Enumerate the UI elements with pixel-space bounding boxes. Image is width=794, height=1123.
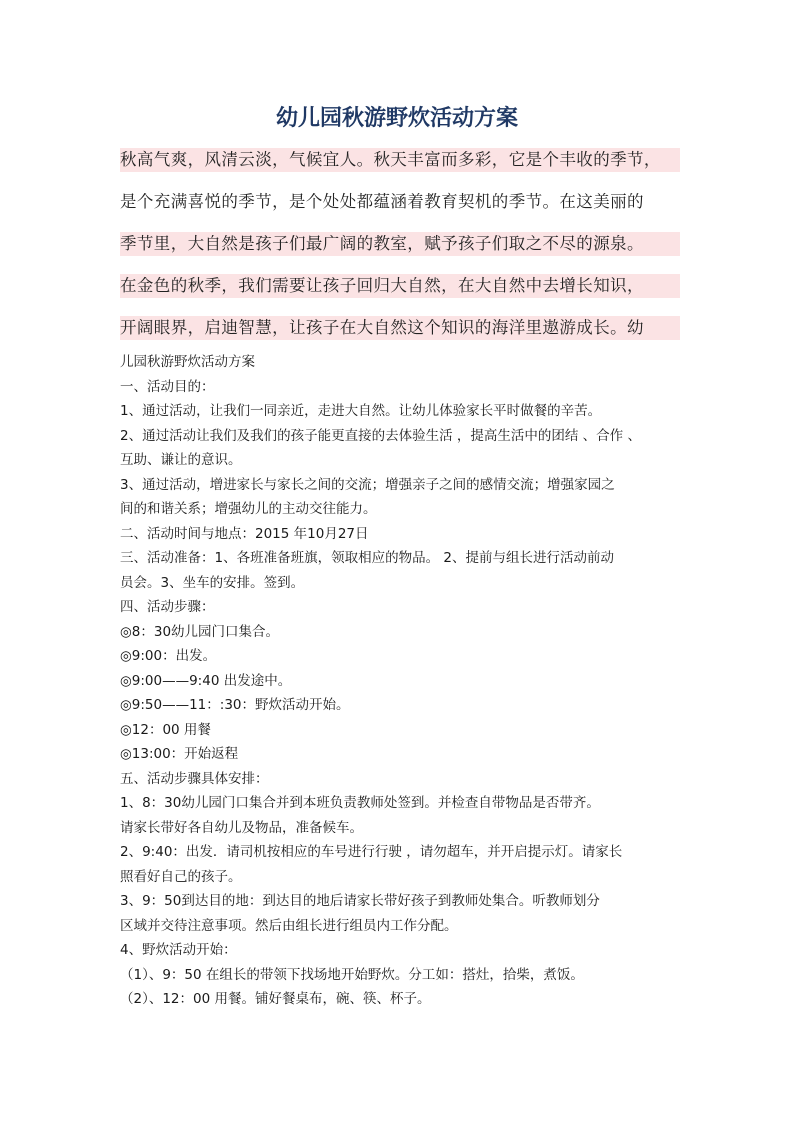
schedule-item: ◎9:50——11：:30：野炊活动开始。 [120, 697, 350, 713]
schedule-item: ◎13:00：开始返程 [120, 746, 239, 762]
intro-line: 在金色的秋季，我们需要让孩子回归大自然，在大自然中去增长知识， [120, 274, 680, 298]
body-line: 区域并交待注意事项。然后由组长进行组员内工作分配。 [120, 917, 458, 934]
body-line: 1、通过活动，让我们一同亲近，走进大自然。让幼儿体验家长平时做餐的辛苦。 [120, 403, 602, 419]
body-line: 3、9：50到达目的地：到达目的地后请家长带好孩子到教师处集合。听教师划分 [120, 893, 600, 909]
section-heading: 二、活动时间与地点：2015 年10月27日 [120, 525, 369, 542]
body-line: 间的和谐关系；增强幼儿的主动交往能力。 [120, 501, 377, 517]
document-title: 幼儿园秋游野炊活动方案 [275, 105, 518, 131]
section-heading: 四、活动步骤： [120, 599, 215, 615]
body-line: 员会。3、坐车的安排。签到。 [120, 574, 305, 591]
body-line: 互助、谦让的意识。 [120, 452, 242, 468]
body-line: 儿园秋游野炊活动方案 [120, 354, 255, 370]
intro-line: 开阔眼界，启迪智慧，让孩子在大自然这个知识的海洋里遨游成长。幼 [120, 316, 680, 340]
intro-line: 是个充满喜悦的季节，是个处处都蕴涵着教育契机的季节。在这美丽的 [120, 192, 644, 211]
body-line: 请家长带好各自幼儿及物品，准备候车。 [120, 819, 363, 836]
section-heading: 一、活动目的： [120, 378, 215, 395]
schedule-item: ◎9:00——9:40 出发途中。 [120, 672, 292, 689]
section-heading: 三、活动准备：1、各班准备班旗，领取相应的物品。 2、提前与组长进行活动前动 [120, 550, 614, 566]
plan-body [120, 350, 680, 1012]
body-line: 2、9:40：出发．请司机按相应的车号进行行驶 ，请勿超车，并开启提示灯。请家长 [120, 844, 623, 860]
section-heading: 五、活动步骤具体安排： [120, 770, 269, 787]
schedule-item: ◎12：00 用餐 [120, 721, 211, 738]
body-line: 1、8：30幼儿园门口集合并到本班负责教师处签到。并检查自带物品是否带齐。 [120, 795, 600, 811]
body-line: （2）、12：00 用餐。铺好餐桌布，碗、筷、杯子。 [120, 991, 431, 1007]
intro-paragraph [120, 148, 680, 358]
schedule-item: ◎8：30幼儿园门口集合。 [120, 623, 280, 640]
body-line: （1）、9：50 在组长的带领下找场地开始野炊。分工如：搭灶，拾柴，煮饭。 [120, 966, 584, 983]
body-line: 3、通过活动，增进家长与家长之间的交流；增强亲子之间的感情交流；增强家园之 [120, 476, 615, 493]
intro-line: 季节里，大自然是孩子们最广阔的教室，赋予孩子们取之不尽的源泉。 [120, 232, 680, 256]
body-line: 照看好自己的孩子。 [120, 868, 242, 885]
schedule-item: ◎9:00：出发。 [120, 648, 217, 664]
body-line: 2、通过活动让我们及我们的孩子能更直接的去体验生活 ，提高生活中的团结 、合作 、 [120, 427, 641, 444]
body-line: 4、野炊活动开始： [120, 942, 237, 958]
intro-line: 秋高气爽，风清云淡，气候宜人。秋天丰富而多彩，它是个丰收的季节， [120, 148, 680, 172]
